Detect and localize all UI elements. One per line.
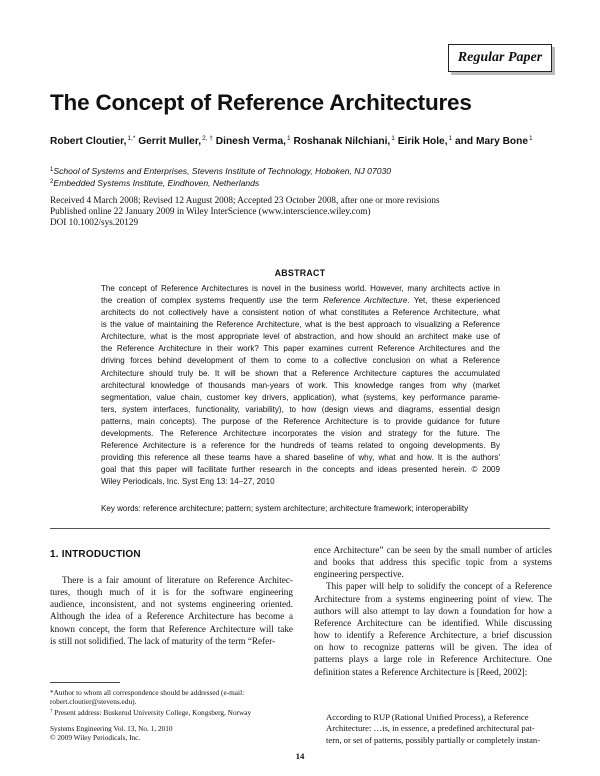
journal-line: © 2009 Wiley Periodicals, Inc. xyxy=(50,733,141,743)
body-line: This paper will help to solidify the concept of a Reference xyxy=(326,581,552,592)
footnote-line: robert.cloutier@stevens.edu). xyxy=(50,697,137,707)
body-line: Reference Architecture can be identified. While discussing xyxy=(314,617,552,628)
journal-line: Systems Engineering Vol. 13, No. 1, 2010 xyxy=(50,724,173,733)
article-type-badge: Regular Paper xyxy=(448,44,552,72)
block-quote xyxy=(326,712,540,746)
history-line: Received 4 March 2008; Revised 12 August 2008; Accepted 23 October 2008, after one or more revisions xyxy=(50,195,440,205)
abstract-line: Architecture, what is the most appropriate level of abstraction, and how should an architect make use of xyxy=(101,332,500,342)
keywords: Key words: reference architecture; pattern; system architecture; architecture framework; interoperability xyxy=(101,504,469,513)
section-heading-introduction: 1. INTRODUCTION xyxy=(50,549,141,560)
abstract-line: providing this reference all these teams have a shared baseline of why, what and how. It is the authors' xyxy=(101,453,500,463)
page-number: 14 xyxy=(295,751,305,761)
body-line: Architecture from a systems engineering point of view. The xyxy=(314,593,552,604)
body-line: There is a fair amount of literature on Reference Architec- xyxy=(62,575,293,585)
footnotes xyxy=(50,688,300,717)
body-line: ence Architecture” can be seen by the small number of articles xyxy=(314,545,552,555)
body-line: engineering perspective. xyxy=(314,569,404,580)
author: Roshanak Nilchiani,$^1$ xyxy=(293,135,395,147)
journal-info xyxy=(50,724,173,743)
author: Eirik Hole,$^1$ xyxy=(397,135,453,147)
abstract-line: the creation of complex systems frequently use the term Reference Architecture. Yet, these experienced xyxy=(101,296,501,306)
body-line: Although the idea of a Reference Architecture has become a xyxy=(50,611,293,622)
body-line: authors will also attempt to lay down a foundation for how a xyxy=(314,605,552,616)
abstract-line: patterns, main concepts). The purpose of the Reference Architecture is to provide guidance for future xyxy=(101,416,500,426)
abstract-line: goal that this paper will facilitate further research in the concepts and ideas presented herein. © 2009 xyxy=(101,465,500,475)
column-left-text xyxy=(50,574,293,647)
history-line: Published online 22 January 2009 in Wiley InterScience (www.interscience.wiley.com) xyxy=(50,206,371,217)
quote-line: tern, or set of patterns, possibly partially or completely instan- xyxy=(326,734,541,745)
body-line: known concept, the form that Reference Architecture will take xyxy=(50,623,293,634)
dagger-mark: † xyxy=(50,708,53,714)
author: Dinesh Verma,$^1$ xyxy=(215,135,291,147)
paper-title: The Concept of Reference Architectures xyxy=(50,90,472,115)
abstract-body xyxy=(101,283,500,488)
footnote-line: *Author to whom all correspondence should be addressed (e-mail: xyxy=(50,688,245,697)
abstract-heading: ABSTRACT xyxy=(274,268,326,278)
body-line: on how to recognize patterns will be given. The idea of xyxy=(314,642,552,653)
author: and Mary Bone$^1$ xyxy=(455,135,533,147)
author-list xyxy=(50,135,533,147)
abstract-line: The concept of Reference Architectures is novel in the business world. However, many architects active in xyxy=(101,284,500,293)
body-line: is still not solidified. The lack of maturity of the term “Refer- xyxy=(50,635,276,646)
column-right-text xyxy=(314,544,552,678)
abstract-line: Wiley Periodicals, Inc. Syst Eng 13: 14–27, 2010 xyxy=(101,477,275,487)
section-divider xyxy=(50,528,550,529)
publication-history xyxy=(50,195,440,229)
abstract-line: Reference Architecture is a reference for the hundreds of teams related to ongoing developments. By xyxy=(101,441,500,451)
quote-line: Architecture: …is, in essence, a predefined architectural pat- xyxy=(326,723,535,734)
body-line: and books that address this specific topic from a systems xyxy=(314,557,552,568)
body-line: audience, inconsistent, and not systems engineering oriented. xyxy=(50,599,293,610)
abstract-line: ters, system interfaces, functionality, variability), to how (design views and diagrams, essential design xyxy=(101,404,500,414)
author: Robert Cloutier,$^{1,*}$ xyxy=(50,135,136,147)
footnote-line: † Present address: Buskerud University College, Kongsberg, Norway xyxy=(50,707,252,717)
abstract-line: architectural knowledge of thousands man-years of work. This knowledge ranges from why (market xyxy=(101,380,500,390)
footnote-divider xyxy=(50,682,120,683)
abstract-line: Architecture should truly be. It will be shown that a Reference Architecture captures the accumulated xyxy=(101,368,500,378)
body-line: tures, though much of it is for the software engineering xyxy=(50,587,293,598)
abstract-line: architects do not collectively have a consistent notion of what constitutes a Reference Architecture, what xyxy=(101,308,500,318)
affiliation: $^1$School of Systems and Enterprises, Stevens Institute of Technology, Hoboken, NJ 07030 xyxy=(50,166,392,176)
body-line: definition states a Reference Architecture is [Reed, 2002]: xyxy=(314,666,528,677)
history-line: DOI 10.1002/sys.20129 xyxy=(50,217,139,228)
quote-line: According to RUP (Rational Unified Process), a Reference xyxy=(326,712,529,722)
affiliation: $^2$Embedded Systems Institute, Eindhoven, Netherlands xyxy=(50,178,260,188)
abstract-line: segmentation, value chain, customer key drivers, application), what (systems, key performance parame- xyxy=(101,392,500,402)
abstract-line: the Reference Architecture in their work? This paper examines current Reference Architectures and the xyxy=(101,344,500,354)
body-line: patterns plays a large role in Reference Architecture. One xyxy=(314,654,552,665)
abstract-line: developments. The Reference Architecture incorporates the vision and strategy for the future. The xyxy=(101,428,500,438)
author: Gerrit Muller,$^{2, \dagger}$ xyxy=(138,135,213,147)
abstract-line: driving forces behind development of them to come to a collective conclusion on what a Reference xyxy=(101,356,500,366)
abstract-line: is the value of maintaining the Reference Architecture, what is the best approach to visualizing a Reference xyxy=(101,320,500,330)
body-line: how to identify a Reference Architecture, a brief discussion xyxy=(314,630,552,641)
